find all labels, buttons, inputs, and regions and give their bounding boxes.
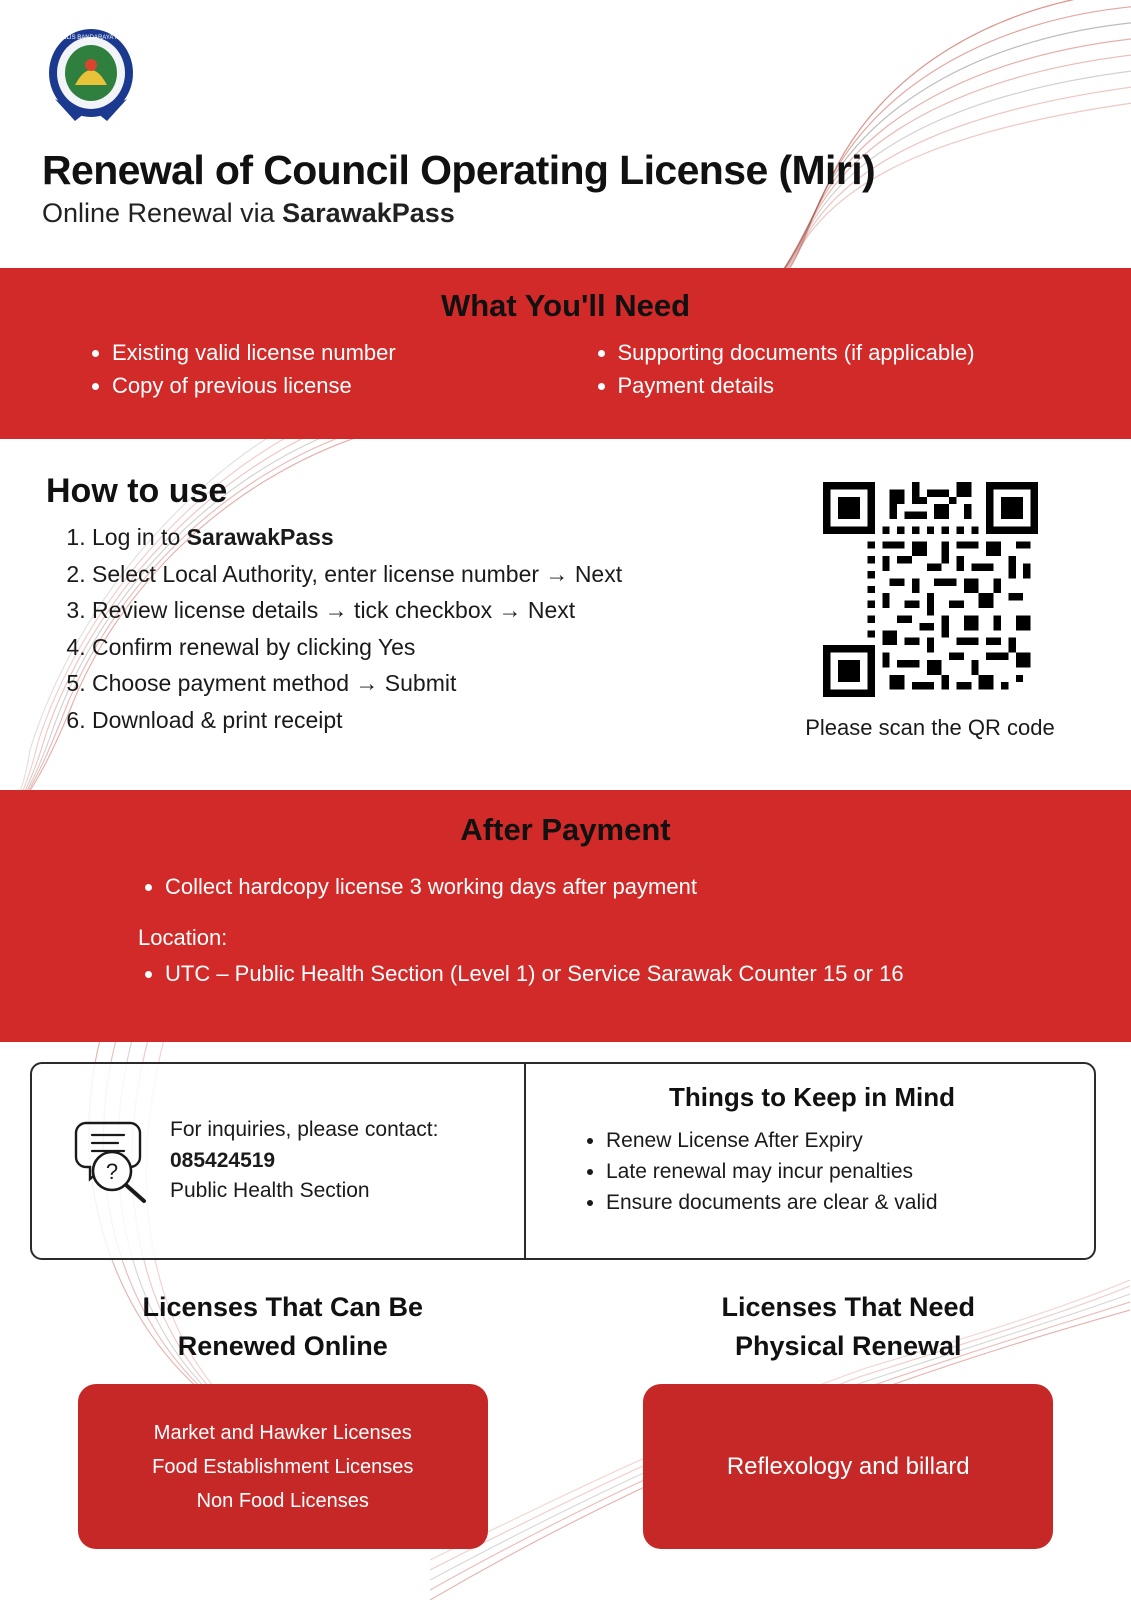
svg-text:MAJLIS BANDARAYA MIRI: MAJLIS BANDARAYA MIRI (54, 35, 128, 41)
heading-line-1: Licenses That Can Be (142, 1292, 424, 1322)
heading-line-1: Licenses That Need (721, 1292, 976, 1322)
magnifier-question-icon (68, 1115, 160, 1208)
contact-intro: For inquiries, please contact: (170, 1118, 439, 1142)
list-item: 2. Select Local Authority, enter license number → Next (92, 556, 806, 593)
subtitle-prefix: Online Renewal via (42, 198, 283, 229)
list-item: 5. Choose payment method → Submit (92, 665, 806, 702)
svg-text:?: ? (105, 1158, 119, 1184)
contact-phone[interactable]: 085424519 (170, 1148, 276, 1172)
location-label: Location: (138, 925, 228, 950)
keep-in-mind-cell (526, 1064, 1094, 1258)
how-to-use-heading: How to use (46, 472, 228, 510)
what-you-need-right-column (566, 336, 1072, 403)
step-bold: SarawakPass (186, 524, 334, 550)
subtitle-brand: SarawakPass (282, 198, 455, 229)
online-renewal-pill (78, 1384, 488, 1549)
list-item: • Supporting documents (if applicable) (618, 336, 1072, 369)
list-item: 4. Confirm renewal by clicking Yes (92, 629, 806, 666)
list-item: • Ensure documents are clear & valid (606, 1187, 1074, 1218)
keep-in-mind-heading: Things to Keep in Mind (669, 1082, 955, 1112)
list-item: • Renew License After Expiry (606, 1125, 1074, 1156)
heading-line-2: Physical Renewal (734, 1331, 962, 1362)
after-payment-section (0, 790, 1131, 1042)
list-item: Market and Hawker Licenses (153, 1421, 412, 1444)
list-item: • Copy of previous license (112, 369, 566, 402)
physical-renewal-heading (566, 1288, 1131, 1366)
what-you-need-heading: What You'll Need (440, 288, 691, 323)
list-item: • UTC – Public Health Section (Level 1) or Service Sarawak Counter 15 or 16 (165, 957, 1131, 990)
document-header (42, 148, 1092, 229)
what-you-need-left-column (60, 336, 566, 403)
heading-line-2: Renewed Online (177, 1331, 388, 1362)
qr-code-area (765, 482, 1095, 741)
online-renewal-column (0, 1288, 566, 1549)
physical-renewal-pill (643, 1384, 1053, 1549)
list-item: • Payment details (618, 369, 1072, 402)
physical-renewal-column (566, 1288, 1131, 1549)
qr-caption: Please scan the QR code (805, 715, 1055, 740)
contact-text (160, 1115, 438, 1206)
after-payment-heading: After Payment (460, 812, 671, 847)
list-item (92, 519, 806, 556)
page-subtitle (42, 198, 1092, 229)
list-item: • Collect hardcopy license 3 working days after payment (165, 870, 1131, 903)
list-item: 6. Download & print receipt (92, 702, 806, 739)
list-item: Non Food Licenses (196, 1489, 369, 1512)
how-to-use-steps (46, 519, 806, 738)
contact-cell (32, 1064, 526, 1258)
list-item: 3. Review license details → tick checkbox → Next (92, 592, 806, 629)
council-crest-logo-icon (45, 25, 137, 130)
list-item: • Existing valid license number (112, 336, 566, 369)
online-renewal-heading (0, 1288, 566, 1366)
how-to-use-section (46, 472, 806, 738)
step-text: Log in to (92, 524, 187, 550)
page-title: Renewal of Council Operating License (Miri) (42, 147, 876, 193)
license-categories (0, 1288, 1131, 1549)
qr-code-icon[interactable] (823, 482, 1038, 697)
what-you-need-section (0, 268, 1131, 439)
list-item: Food Establishment Licenses (152, 1455, 414, 1478)
list-item: • Late renewal may incur penalties (606, 1156, 1074, 1187)
info-box (30, 1062, 1096, 1260)
contact-department: Public Health Section (170, 1179, 370, 1203)
list-item: Reflexology and billard (726, 1452, 970, 1480)
